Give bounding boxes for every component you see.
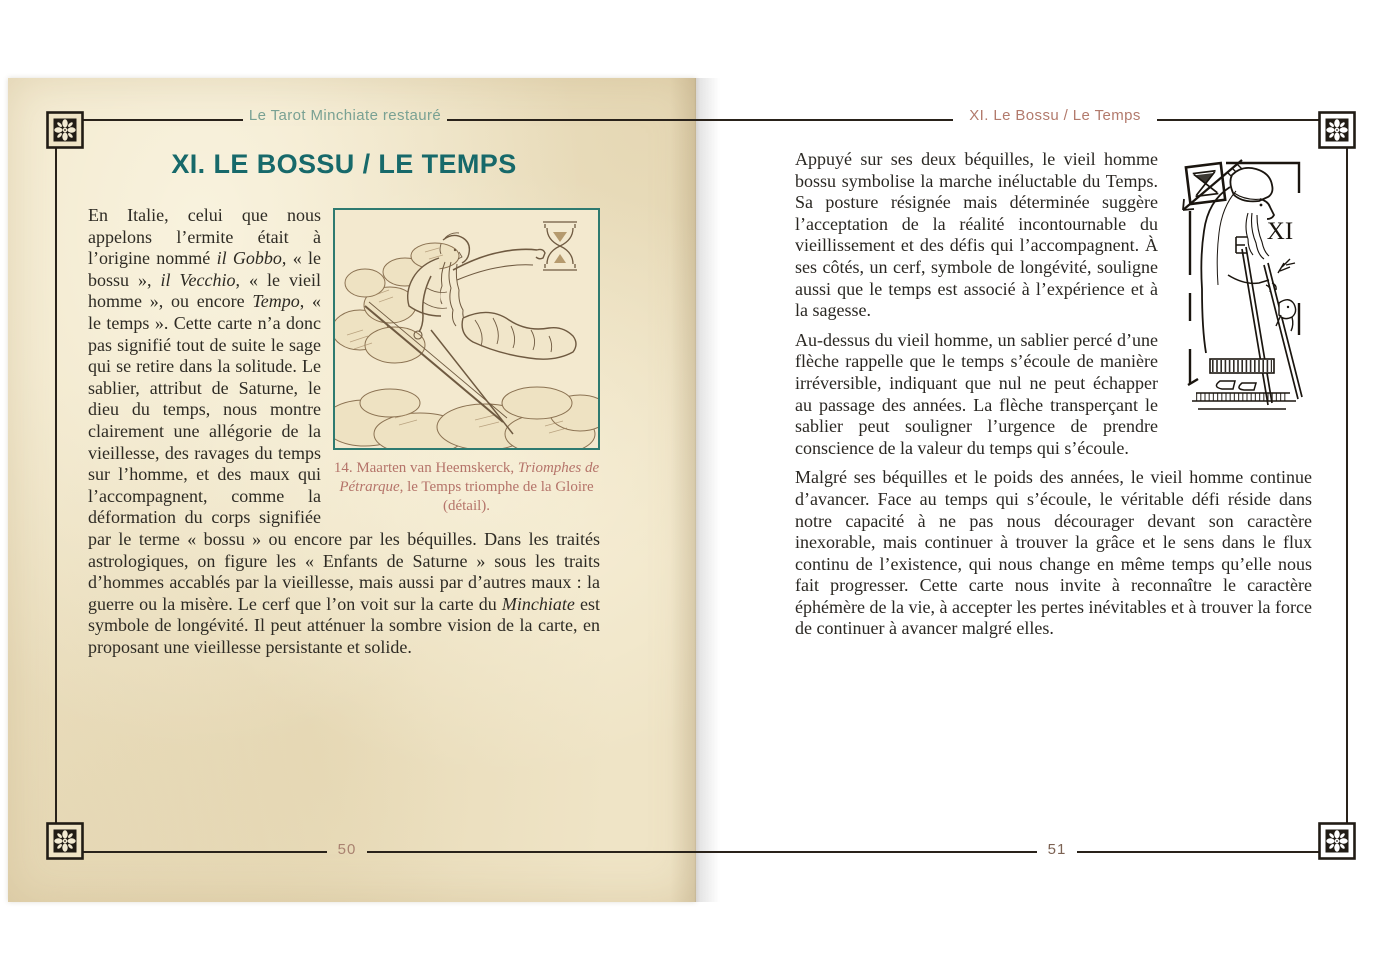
page-number-right: 51 xyxy=(1047,841,1067,858)
engraving-image xyxy=(333,208,600,450)
card-label: XI xyxy=(1266,218,1294,245)
frame-rule-left xyxy=(55,119,57,853)
running-head-right: XI. Le Bossu / Le Temps xyxy=(969,107,1141,124)
body-paragraph: Malgré ses béquilles et le poids des années, le vieil homme continue d’avancer. Face au temps qui s’écoule, le véritable défi réside dans notre capacité à ne pas nous décourager devant son caractère inexorable, mais continuer à trouver la grâce et le sens dans le flux continu de l’existence, qui nous change en même temps qu’elle nous fait progresser. Cette carte nous invite à reconnaître le caractère éphémère de la vie, à accepter les pertes inévitables et à trouver la force de continuer à avancer malgré elles. xyxy=(795,467,1312,639)
fleuron-rosette-icon xyxy=(1318,111,1356,149)
minchiate-card-woodcut xyxy=(1180,153,1312,419)
frame-rule-bottom-right-a xyxy=(696,851,1037,853)
body-paragraph: En Italie, celui que nous appelons l’ermite était à l’origine nommé il Gobbo, « le bossu », il Vecchio, « le vieil homme », ou encore Tempo, « le temps ». Cette carte n’a donc pas signifié tout de suite le sage qui se retire dans la solitude. Le sablier, attribut de Saturne, le dieu du temps, nous montre clairement une allégorie de la vieillesse, des ravages du temps sur l’homme, et des maux qui l’accompagnent, comme la déformation du corps signifiée par le terme « bossu » ou encore par les béquilles. Dans les traités astrologiques, on figure les « Enfants de Saturne » sous les traits d’hommes accablés par la vieillesse, mais aussi par d’autres maux : la guerre ou la misère. Le cerf que l’on voit sur la carte du Minchiate est symbole de longévité. Il peut atténuer la sombre vision de la carte, en proposant une vieillesse persistante et solide. xyxy=(88,205,601,657)
body-paragraph: Appuyé sur ses deux béquilles, le vieil homme bossu symbolise la marche inéluctable du Temps. Sa posture résignée mais déterminée suggère l’acceptation de la réalité incontournable du vieillissement et des défis qui l’accompagnent. À ses côtés, un cerf, symbole de longévité, souligne aussi que le temps est associé à l’expérience et à la sagesse. xyxy=(795,149,1158,321)
chapter-title: XI. LE BOSSU / LE TEMPS xyxy=(171,149,517,179)
body-paragraph: Au-dessus du vieil homme, un sablier percé d’une flèche rappelle que le temps s’écoule de manière irréversible, indiquant que nul ne peut échapper au passage des années. La flèche transperçant le sablier peut souligner l’urgence de prendre conscience de la valeur du temps qui s’écoule. xyxy=(795,329,1158,458)
fleuron-rosette-icon xyxy=(46,822,84,860)
left-page-body xyxy=(88,205,600,658)
fleuron-rosette-icon xyxy=(46,111,84,149)
page-number-left: 50 xyxy=(337,841,357,858)
figure-caption: 14. Maarten van Heemskerck, Triomphes de Pétrarque, le Temps triomphe de la Gloire (détail). xyxy=(333,460,600,514)
fleuron-rosette-icon xyxy=(1318,822,1356,860)
frame-rule-bottom-left-a xyxy=(55,851,327,853)
frame-rule-bottom-right-b xyxy=(1077,851,1348,853)
running-head-left: Le Tarot Minchiate restauré xyxy=(248,107,442,124)
father-time-engraving xyxy=(333,208,600,516)
right-page-body xyxy=(795,149,1312,648)
frame-rule-right xyxy=(1346,119,1348,853)
frame-rule-bottom-left-b xyxy=(367,851,696,853)
